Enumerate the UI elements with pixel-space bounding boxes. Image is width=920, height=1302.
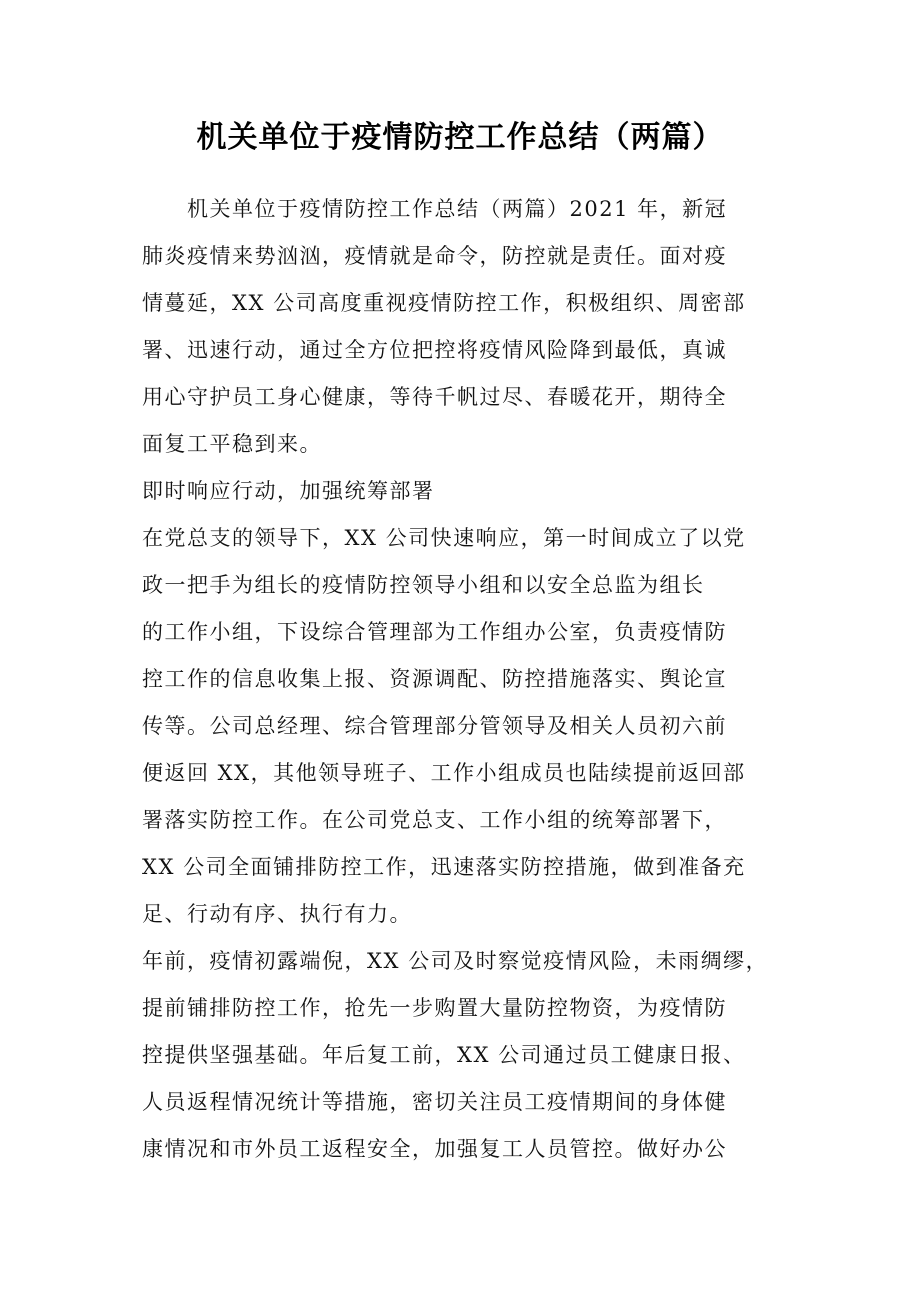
body-line: 情蔓延，XX 公司高度重视疫情防控工作，积极组织、周密部 <box>142 291 746 315</box>
section-heading: 即时响应行动，加强统筹部署 <box>142 479 435 503</box>
document-body <box>142 186 782 1173</box>
body-line: 用心守护员工身心健康，等待千帆过尽、春暖花开，期待全 <box>142 385 727 409</box>
body-line: 传等。公司总经理、综合管理部分管领导及相关人员初六前 <box>142 714 727 738</box>
body-line: 政一把手为组长的疫情防控领导小组和以安全总监为组长 <box>142 573 705 597</box>
body-line: 足、行动有序、执行有力。 <box>142 902 412 926</box>
body-line: 面复工平稳到来。 <box>142 432 322 456</box>
body-line: 的工作小组，下设综合管理部为工作组办公室，负责疫情防 <box>142 620 727 644</box>
body-line: 在党总支的领导下，XX 公司快速响应，第一时间成立了以党 <box>142 526 746 550</box>
body-line: 年前，疫情初露端倪，XX 公司及时察觉疫情风险，未雨绸缪， <box>142 949 769 973</box>
body-line: 控提供坚强基础。年后复工前，XX 公司通过员工健康日报、 <box>142 1043 746 1067</box>
document-title: 机关单位于疫情防控工作总结（两篇） <box>196 120 724 155</box>
body-line: 人员返程情况统计等措施，密切关注员工疫情期间的身体健 <box>142 1090 727 1114</box>
body-line: 控工作的信息收集上报、资源调配、防控措施落实、舆论宣 <box>142 667 727 691</box>
body-line: 康情况和市外员工返程安全，加强复工人员管控。做好办公 <box>142 1137 727 1161</box>
body-line: 提前铺排防控工作，抢先一步购置大量防控物资，为疫情防 <box>142 996 727 1020</box>
body-line: 署落实防控工作。在公司党总支、工作小组的统筹部署下， <box>142 808 727 832</box>
body-line: 署、迅速行动，通过全方位把控将疫情风险降到最低，真诚 <box>142 338 727 362</box>
body-line: XX 公司全面铺排防控工作，迅速落实防控措施，做到准备充 <box>142 855 746 879</box>
body-line: 机关单位于疫情防控工作总结（两篇）2021 年，新冠 <box>142 197 728 221</box>
body-line: 便返回 XX，其他领导班子、工作小组成员也陆续提前返回部 <box>142 761 746 785</box>
body-line: 肺炎疫情来势汹汹，疫情就是命令，防控就是责任。面对疫 <box>142 244 727 268</box>
